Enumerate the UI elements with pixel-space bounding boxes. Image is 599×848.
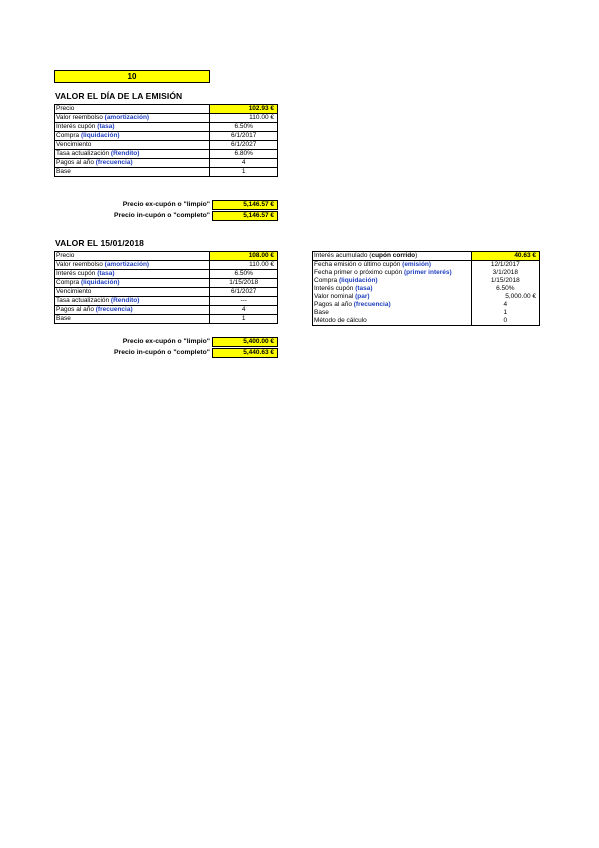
table-row — [55, 132, 278, 141]
section2-clean-price-label: Precio ex-cupón o "limpio" — [122, 338, 210, 345]
row-label: Valor reembolso (amortización) — [55, 261, 210, 270]
row-label: Pagos al año (frecuencia) — [313, 301, 472, 309]
row-value: 1/15/2018 — [490, 277, 520, 284]
table-row — [55, 159, 278, 168]
table-row — [55, 297, 278, 306]
table-row — [55, 270, 278, 279]
section2-full-price-label: Precio in-cupón o "completo" — [114, 349, 210, 356]
row-value: 4 — [503, 301, 508, 308]
row-label: Pagos al año (frecuencia) — [55, 306, 210, 315]
row-label: Vencimiento — [55, 288, 210, 297]
row-value: 6.50% — [496, 285, 515, 292]
row-label: Base — [55, 315, 210, 324]
section2-full-price-value: 5,440.63 € — [212, 348, 278, 358]
section1-clean-price-value: 5,146.57 € — [212, 200, 278, 210]
table-row — [55, 150, 278, 159]
row-value: 12/1/2017 — [490, 261, 520, 268]
row-value: 6.50% — [210, 270, 278, 279]
section1-table — [54, 104, 278, 177]
table-row — [55, 279, 278, 288]
table-row — [55, 252, 278, 261]
table-row — [313, 309, 540, 317]
section2-table — [54, 251, 278, 324]
row-value: 4 — [210, 159, 278, 168]
table-row — [55, 315, 278, 324]
table-row — [55, 114, 278, 123]
row-label: Valor reembolso (amortización) — [55, 114, 210, 123]
row-label: Compra (liquidación) — [55, 132, 210, 141]
row-label: Base — [55, 168, 210, 177]
section2-clean-price-value: 5,400.00 € — [212, 337, 278, 347]
row-value: 110.00 € — [210, 261, 278, 270]
table-row — [55, 168, 278, 177]
row-label: Compra (liquidación) — [313, 277, 472, 285]
table-row — [313, 293, 540, 301]
section2-title: VALOR EL 15/01/2018 — [55, 238, 144, 248]
table-row — [55, 288, 278, 297]
row-label: Base — [313, 309, 472, 317]
row-value: 102.93 € — [210, 105, 278, 114]
table-row — [55, 261, 278, 270]
table-row — [313, 317, 540, 326]
table-row — [313, 277, 540, 285]
row-label: Precio — [55, 105, 210, 114]
row-value: 40.63 € — [471, 252, 539, 261]
table-row — [313, 301, 540, 309]
row-label: Compra (liquidación) — [55, 279, 210, 288]
row-value: 0 — [503, 317, 508, 324]
row-value: 1 — [241, 315, 246, 322]
row-value: 3/1/2018 — [492, 269, 518, 276]
row-label: Tasa actualización (Rendito) — [55, 150, 210, 159]
row-label: Precio — [55, 252, 210, 261]
row-value: 4 — [210, 306, 278, 315]
table-row — [313, 261, 540, 270]
row-label: Fecha primer o próximo cupón (primer interés) — [313, 269, 472, 277]
table-row — [313, 252, 540, 261]
row-value: 6/1/2027 — [210, 141, 278, 150]
row-label: Tasa actualización (Rendito) — [55, 297, 210, 306]
section1-full-price-value: 5,146.57 € — [212, 211, 278, 221]
section1-full-price-label: Precio in-cupón o "completo" — [114, 212, 210, 219]
row-label: Interés cupón (tasa) — [55, 123, 210, 132]
row-value: 1 — [241, 168, 246, 175]
row-value: 6/1/2017 — [210, 132, 278, 141]
table-row — [55, 123, 278, 132]
row-label: Fecha emisión o último cupón (emisión) — [313, 261, 472, 270]
row-value: --- — [210, 297, 278, 306]
row-value: 6.50% — [210, 123, 278, 132]
table-row — [313, 269, 540, 277]
exercise-number-box: 10 — [54, 70, 210, 83]
row-value: 110.00 € — [210, 114, 278, 123]
table-row — [55, 141, 278, 150]
row-value: 6/1/2027 — [210, 288, 278, 297]
table-row — [55, 306, 278, 315]
section1-title: VALOR EL DÍA DE LA EMISIÓN — [55, 91, 183, 101]
table-row — [55, 105, 278, 114]
row-value: 108.00 € — [210, 252, 278, 261]
row-value: 5,000.00 € — [505, 293, 536, 300]
table-row — [313, 285, 540, 293]
row-value: 6.80% — [210, 150, 278, 159]
row-value: 1 — [503, 309, 508, 316]
row-label: Interés acumulado (cupón corrido) — [313, 252, 472, 261]
row-value: 1/15/2018 — [210, 279, 278, 288]
row-label: Interés cupón (tasa) — [313, 285, 472, 293]
row-label: Valor nominal (par) — [313, 293, 472, 301]
row-label: Interés cupón (tasa) — [55, 270, 210, 279]
section1-clean-price-label: Precio ex-cupón o "limpio" — [122, 201, 210, 208]
row-label: Vencimiento — [55, 141, 210, 150]
row-label: Método de cálculo — [313, 317, 472, 326]
row-label: Pagos al año (frecuencia) — [55, 159, 210, 168]
accrued-interest-table — [312, 251, 540, 326]
